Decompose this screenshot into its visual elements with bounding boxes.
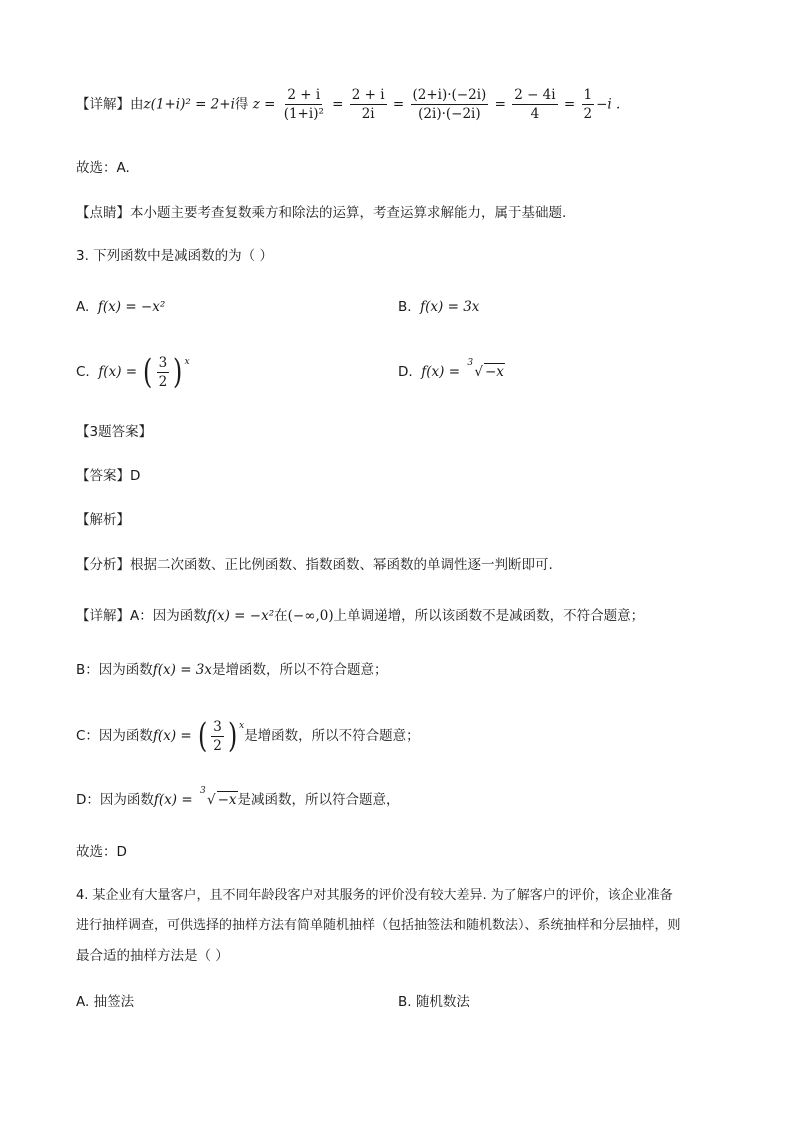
q4-line-3: 最合适的抽样方法是（ ） [76, 948, 229, 964]
q3-answer: 【答案】D [76, 468, 141, 484]
detail-prefix: 【详解】由 [76, 96, 144, 113]
option-b-label: B. [398, 299, 412, 315]
fraction-5: $\frac{1}{2}$ [583, 87, 593, 122]
q2-choice: 故选：A. [76, 160, 130, 176]
q3-option-a [76, 297, 165, 317]
q4-option-b: B. 随机数法 [398, 994, 470, 1010]
z-equals: z = [252, 96, 276, 113]
detail-b-expr: f(x) = 3x [152, 662, 213, 678]
tail: −i . [596, 96, 621, 113]
fraction-4: $\frac{2 - 4i}{4}$ [514, 87, 556, 122]
q3-stem: 3. 下列函数中是减函数的为（ ） [76, 248, 273, 264]
option-d-label: D. [398, 364, 413, 380]
option-b-expr: f(x) = 3x [420, 299, 480, 315]
option-a-label: A. [76, 299, 90, 315]
q4-option-a: A. 抽签法 [76, 994, 135, 1010]
fraction-2: $\frac{2 + i}{2i}$ [351, 87, 385, 122]
q4-line-1: 4. 某企业有大量客户，且不同年龄段客户对其服务的评价没有较大差异. 为了解客户的评价，该企业准备 [76, 888, 673, 903]
q3-option-c [76, 352, 190, 392]
q3-detail-a: 【详解】A：因为函数f(x) = −x²在(−∞,0)上单调递增，所以该函数不是减函数，不符合题意； [76, 608, 645, 624]
option-c-lhs: f(x) = [98, 364, 138, 380]
q3-detail-d: D：因为函数f(x) = 3 √ −x是减函数，所以符合题意， [76, 786, 400, 808]
q3-option-d [398, 358, 505, 382]
q2-comment: 【点睛】本小题主要考查复数乘方和除法的运算，考查运算求解能力，属于基础题. [76, 205, 567, 221]
q3-option-b [398, 297, 479, 317]
q4-line-2: 进行抽样调查，可供选择的抽样方法有简单随机抽样（包括抽签法和随机数法）、系统抽样和分层抽样，则 [76, 918, 681, 933]
detail-d-root: 3 √ −x [199, 786, 237, 808]
de-char: 得 [234, 96, 249, 113]
q3-detail-c: C：因为函数f(x) = ( $\frac{3}{2}$ ) $^x$ 是增函数，所以不符合题意； [76, 716, 420, 756]
q3-answer-header: 【3题答案】 [76, 424, 153, 440]
fraction-3: $\frac{(2+i)\cdot(-2i)}{(2i)\cdot(-2i)}$ [412, 87, 487, 122]
option-c-label: C. [76, 364, 90, 380]
detail-c-power: ( $\frac{3}{2}$ ) $^x$ [197, 716, 245, 756]
detail-a-expr: f(x) = −x² [206, 608, 275, 624]
option-c-power: ( $\frac{3}{2}$ ) $^x$ [143, 352, 190, 392]
fraction-1: $\frac{2 + i}{\text{(1+i)²}}$ [283, 87, 324, 122]
option-a-expr: f(x) = −x² [97, 299, 166, 315]
option-d-lhs: f(x) = [421, 364, 461, 380]
q3-detail-b: B：因为函数f(x) = 3x是增函数，所以不符合题意； [76, 662, 388, 678]
q2-detail-line: 【详解】由z(1+i)² = 2+i得 z = $\frac{2 + i}{\text{(1+i)²}}$ = $\frac{2 + i}{2i}$ = $\frac{(2+i)\cdot(-2i)}{(2i)\cdot(-2i)}$ = $\frac{2 - 4i}{4}$ = $\frac{1}{2}$ −i . [76, 87, 621, 122]
equation-left: z(1+i)² = 2+i [143, 96, 235, 113]
option-d-root: 3 √ −x [467, 358, 504, 380]
q3-analysis-header: 【解析】 [76, 512, 130, 528]
q3-analysis: 【分析】根据二次函数、正比例函数、指数函数、幂函数的单调性逐一判断即可. [76, 557, 553, 573]
detail-a-interval: (−∞,0) [287, 608, 334, 624]
q3-choice: 故选：D [76, 844, 127, 860]
